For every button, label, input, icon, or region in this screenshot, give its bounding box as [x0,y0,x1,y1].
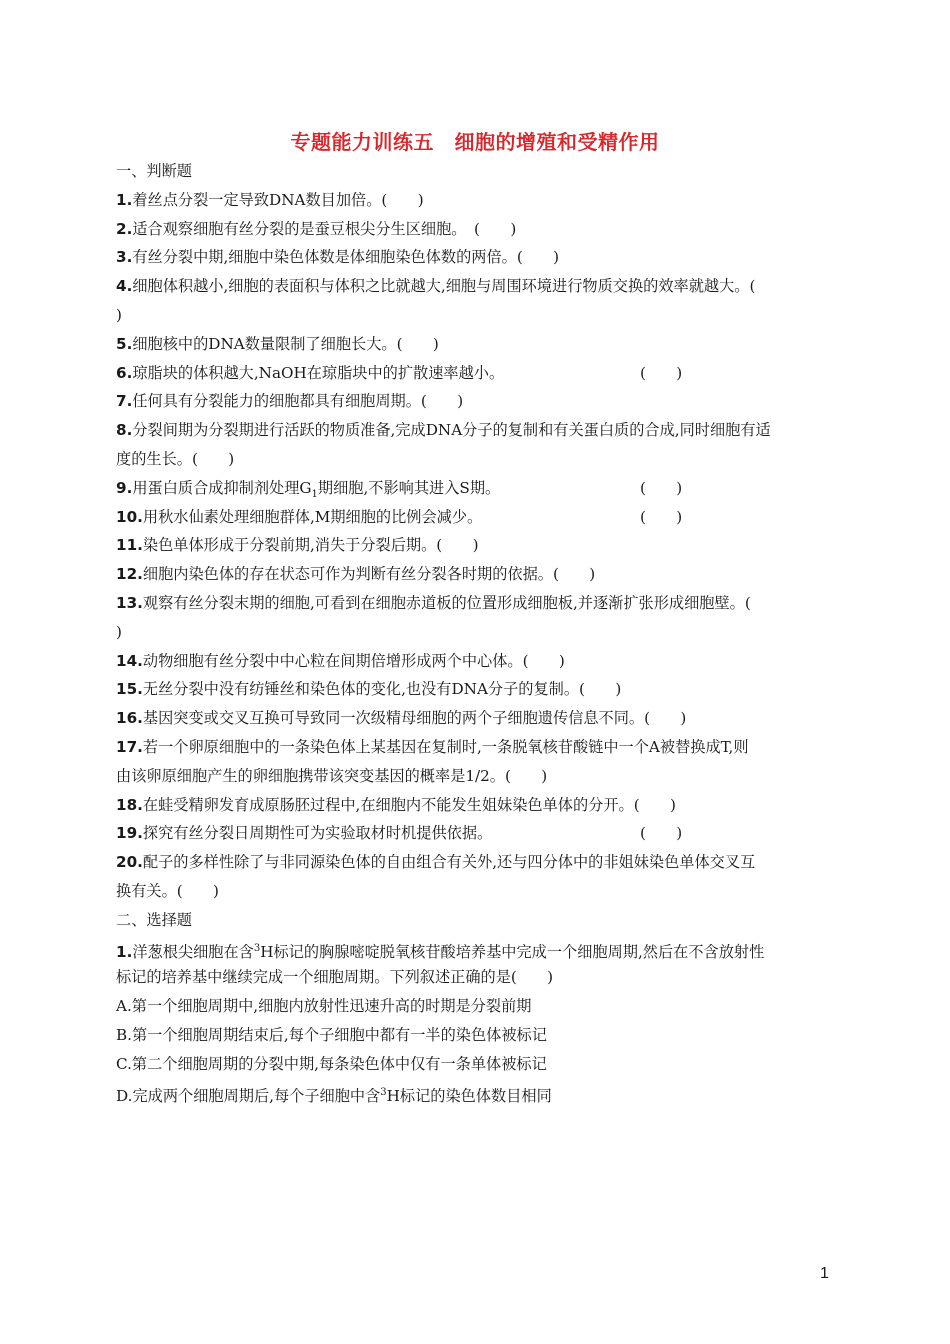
question-text: 6.琼脂块的体积越大,NaOH在琼脂块中的扩散速率越小。 [116,363,505,382]
judgment-question [116,675,836,704]
question-text: 13.观察有丝分裂末期的细胞,可看到在细胞赤道板的位置形成细胞板,并逐渐扩张形成细胞壁。( [116,593,751,612]
answer-parentheses: ( ) [640,507,683,526]
question-text: 8.分裂间期为分裂期进行活跃的物质准备,完成DNA分子的复制和有关蛋白质的合成,同时细胞有适 [116,421,771,440]
judgment-question [116,359,836,388]
question-text: 18.在蛙受精卵发育成原肠胚过程中,在细胞内不能发生姐妹染色单体的分开。( ) [116,795,676,814]
judgment-question [116,243,836,272]
page-number: 1 [820,1265,829,1282]
section-heading-judgment: 一、判断题 [116,162,192,180]
answer-parentheses: ( ) [640,363,683,382]
judgment-question [116,387,836,416]
choice-question-1-line1: 1.洋葱根尖细胞在含$^3$H标记的胸腺嘧啶脱氧核苷酸培养基中完成一个细胞周期,然后在不含放射性 [116,942,765,961]
question-text: 2.适合观察细胞有丝分裂的是蚕豆根尖分生区细胞。 ( ) [116,219,517,238]
question-text: 20.配子的多样性除了与非同源染色体的自由组合有关外,还与四分体中的非姐妹染色单体交叉互 [116,853,756,872]
section-heading-choice: 二、选择题 [116,910,192,929]
judgment-question [116,848,836,877]
judgment-question [116,819,836,848]
question-continuation: 由该卵原细胞产生的卵细胞携带该突变基因的概率是1/2。( ) [116,766,548,785]
question-number: 17. [116,737,143,756]
question-text: 5.细胞核中的DNA数量限制了细胞长大。( ) [116,334,439,353]
question-number: 7. [116,392,133,411]
question-continuation: ) [116,622,122,641]
question-text: 1.着丝点分裂一定导致DNA数目加倍。( ) [116,190,424,209]
judgment-question [116,589,836,618]
question-text: 12.细胞内染色体的存在状态可作为判断有丝分裂各时期的依据。( ) [116,565,596,584]
judgment-question [116,474,836,503]
judgment-question [116,330,836,359]
choice-question-1-line2: 标记的培养基中继续完成一个细胞周期。下列叙述正确的是( ) [116,968,554,987]
judgment-question [116,186,836,215]
judgment-question [116,560,836,589]
question-number: 1. [116,942,133,961]
judgment-question [116,416,836,445]
question-number: 8. [116,421,133,440]
question-text: 19.探究有丝分裂日周期性可为实验取材时机提供依据。 [116,824,493,843]
page-title: 专题能力训练五 细胞的增殖和受精作用 [290,130,660,154]
answer-parentheses: ( ) [640,824,683,843]
question-number: 6. [116,363,133,382]
question-number: 18. [116,795,143,814]
question-continuation: 换有关。( ) [116,881,219,900]
question-text: 14.动物细胞有丝分裂中中心粒在间期倍增形成两个中心体。( ) [116,651,565,670]
question-number: 3. [116,248,133,267]
choice-option-d: D.完成两个细胞周期后,每个子细胞中含$^3$H标记的染色体数目相同 [116,1086,552,1105]
question-number: 5. [116,334,133,353]
question-continuation: 度的生长。( ) [116,449,235,468]
choice-option-c: C.第二个细胞周期的分裂中期,每条染色体中仅有一条单体被标记 [116,1054,547,1073]
question-number: 10. [116,507,143,526]
question-number: 15. [116,680,143,699]
question-text: 9.用蛋白质合成抑制剂处理$G_1$期细胞,不影响其进入S期。 [116,478,501,500]
judgment-question [116,503,836,532]
document-body [116,157,836,1107]
choice-option-b: B.第一个细胞周期结束后,每个子细胞中都有一半的染色体被标记 [116,1025,547,1044]
question-number: 1. [116,190,133,209]
judgment-question [116,531,836,560]
question-text: 10.用秋水仙素处理细胞群体,M期细胞的比例会减少。 [116,507,483,526]
question-number: 20. [116,853,143,872]
question-number: 4. [116,277,133,296]
question-number: 9. [116,478,133,497]
question-text: 16.基因突变或交叉互换可导致同一次级精母细胞的两个子细胞遗传信息不同。( ) [116,709,687,728]
question-number: 2. [116,219,133,238]
question-number: 14. [116,651,143,670]
judgment-question [116,272,836,301]
judgment-question [116,791,836,820]
question-text: 15.无丝分裂中没有纺锤丝和染色体的变化,也没有DNA分子的复制。( ) [116,680,622,699]
question-number: 12. [116,565,143,584]
judgment-question-list [116,186,836,906]
question-number: 11. [116,536,143,555]
answer-parentheses: ( ) [640,478,683,497]
question-text: 17.若一个卵原细胞中的一条染色体上某基因在复制时,一条脱氧核苷酸链中一个A被替换成T,则 [116,737,749,756]
judgment-question [116,704,836,733]
question-continuation: ) [116,305,122,324]
question-number: 13. [116,593,143,612]
judgment-question [116,215,836,244]
question-number: 16. [116,709,143,728]
choice-option-a: A.第一个细胞周期中,细胞内放射性迅速升高的时期是分裂前期 [116,997,532,1016]
judgment-question [116,647,836,676]
judgment-question [116,733,836,762]
question-text: 4.细胞体积越小,细胞的表面积与体积之比就越大,细胞与周围环境进行物质交换的效率就越大。( [116,277,756,296]
question-text: 3.有丝分裂中期,细胞中染色体数是体细胞染色体数的两倍。( ) [116,248,560,267]
question-number: 19. [116,824,143,843]
question-text: 7.任何具有分裂能力的细胞都具有细胞周期。( ) [116,392,464,411]
question-text: 11.染色单体形成于分裂前期,消失于分裂后期。( ) [116,536,479,555]
